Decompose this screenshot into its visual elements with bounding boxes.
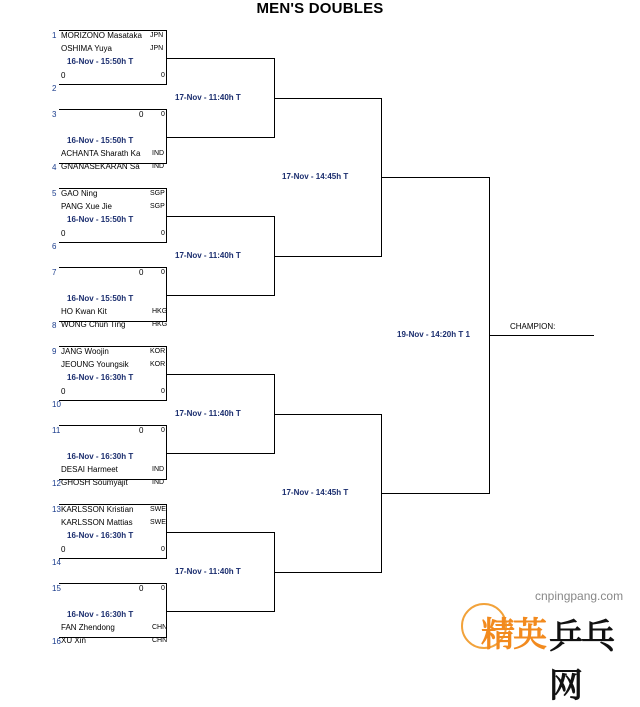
- connector-line: [274, 98, 381, 99]
- player-name: MORIZONO Masataka: [61, 31, 142, 40]
- match-schedule: 16-Nov - 15:50h T: [67, 294, 134, 303]
- player-name: WONG Chun Ting: [61, 320, 126, 329]
- champion-line: [489, 335, 594, 336]
- connector-line: [167, 295, 274, 296]
- connector-line: [274, 572, 381, 573]
- country-code: KOR: [150, 348, 166, 355]
- watermark: [455, 585, 640, 706]
- watermark-url: cnpingpang.com: [535, 589, 624, 603]
- country-code: JPN: [150, 45, 164, 52]
- player-name: HO Kwan Kit: [61, 307, 107, 316]
- semifinal-schedule: 17-Nov - 14:45h T: [282, 172, 349, 181]
- score-left: 0: [61, 71, 66, 80]
- score-left: 0: [139, 426, 144, 435]
- page-title: MEN'S DOUBLES: [256, 0, 384, 17]
- connector-line: [381, 493, 489, 494]
- score-right: 0: [161, 585, 165, 592]
- seed-number: 16: [52, 637, 61, 646]
- match-schedule: 16-Nov - 16:30h T: [67, 452, 134, 461]
- semifinal-schedule: 17-Nov - 14:45h T: [282, 488, 349, 497]
- country-code: IND: [152, 479, 165, 486]
- score-right: 0: [161, 388, 165, 395]
- player-name: GNANASEKARAN Sa: [61, 162, 140, 171]
- connector-line: [167, 532, 274, 533]
- final-schedule: 19-Nov - 14:20h T 1: [397, 330, 470, 339]
- seed-number: 3: [52, 110, 57, 119]
- score-left: 0: [139, 268, 144, 277]
- seed-number: 13: [52, 505, 61, 514]
- seed-number: 2: [52, 84, 57, 93]
- connector-line: [167, 137, 274, 138]
- connector-line: [167, 374, 274, 375]
- seed-number: 15: [52, 584, 61, 593]
- watermark-brand-left: 精英: [481, 615, 545, 655]
- player-name: JEOUNG Youngsik: [61, 360, 129, 369]
- country-code: SWE: [150, 506, 166, 513]
- quarterfinal-schedule: 17-Nov - 11:40h T: [175, 409, 241, 418]
- player-name: KARLSSON Mattias: [61, 518, 133, 527]
- quarterfinal-schedule: 17-Nov - 11:40h T: [175, 93, 241, 102]
- seed-number: 10: [52, 400, 61, 409]
- player-name: DESAI Harmeet: [61, 465, 118, 474]
- country-code: SGP: [150, 190, 165, 197]
- player-name: ACHANTA Sharath Ka: [61, 149, 141, 158]
- match-schedule: 16-Nov - 15:50h T: [67, 136, 134, 145]
- player-name: JANG Woojin: [61, 347, 109, 356]
- connector-line: [167, 611, 274, 612]
- player-name: PANG Xue Jie: [61, 202, 112, 211]
- score-right: 0: [161, 427, 165, 434]
- score-right: 0: [161, 111, 165, 118]
- score-right: 0: [161, 269, 165, 276]
- country-code: HKG: [152, 308, 168, 315]
- player-name: GAO Ning: [61, 189, 98, 198]
- seed-number: 9: [52, 347, 57, 356]
- score-left: 0: [61, 545, 66, 554]
- quarterfinal-schedule: 17-Nov - 11:40h T: [175, 251, 241, 260]
- connector-line: [167, 58, 274, 59]
- player-name: XU Xin: [61, 636, 86, 645]
- score-left: 0: [139, 110, 144, 119]
- match-schedule: 16-Nov - 16:30h T: [67, 531, 134, 540]
- player-name: OSHIMA Yuya: [61, 44, 112, 53]
- connector-line: [274, 256, 381, 257]
- score-right: 0: [161, 72, 165, 79]
- seed-number: 1: [52, 31, 57, 40]
- quarterfinal-schedule: 17-Nov - 11:40h T: [175, 567, 241, 576]
- match-schedule: 16-Nov - 15:50h T: [67, 215, 134, 224]
- country-code: KOR: [150, 361, 166, 368]
- country-code: CHN: [152, 637, 168, 644]
- watermark-brand-right: 乒乓网: [549, 617, 613, 706]
- seed-number: 11: [52, 426, 61, 435]
- country-code: SGP: [150, 203, 165, 210]
- score-right: 0: [161, 230, 165, 237]
- connector-line: [167, 453, 274, 454]
- score-left: 0: [61, 229, 66, 238]
- country-code: IND: [152, 163, 165, 170]
- match-schedule: 16-Nov - 16:30h T: [67, 610, 134, 619]
- country-code: IND: [152, 150, 165, 157]
- country-code: SWE: [150, 519, 166, 526]
- champion-label: CHAMPION:: [510, 322, 556, 331]
- match-schedule: 16-Nov - 16:30h T: [67, 373, 134, 382]
- connector-line: [167, 216, 274, 217]
- connector-line: [274, 414, 381, 415]
- country-code: JPN: [150, 32, 164, 39]
- match-schedule: 16-Nov - 15:50h T: [67, 57, 134, 66]
- connector-line: [381, 177, 489, 178]
- score-left: 0: [61, 387, 66, 396]
- country-code: CHN: [152, 624, 168, 631]
- player-name: GHOSH Soumyajit: [61, 478, 128, 487]
- seed-number: 7: [52, 268, 57, 277]
- country-code: HKG: [152, 321, 168, 328]
- score-left: 0: [139, 584, 144, 593]
- seed-number: 5: [52, 189, 57, 198]
- seed-number: 6: [52, 242, 57, 251]
- seed-number: 4: [52, 163, 57, 172]
- score-right: 0: [161, 546, 165, 553]
- seed-number: 8: [52, 321, 57, 330]
- seed-number: 12: [52, 479, 61, 488]
- player-name: FAN Zhendong: [61, 623, 115, 632]
- seed-number: 14: [52, 558, 61, 567]
- country-code: IND: [152, 466, 165, 473]
- player-name: KARLSSON Kristian: [61, 505, 134, 514]
